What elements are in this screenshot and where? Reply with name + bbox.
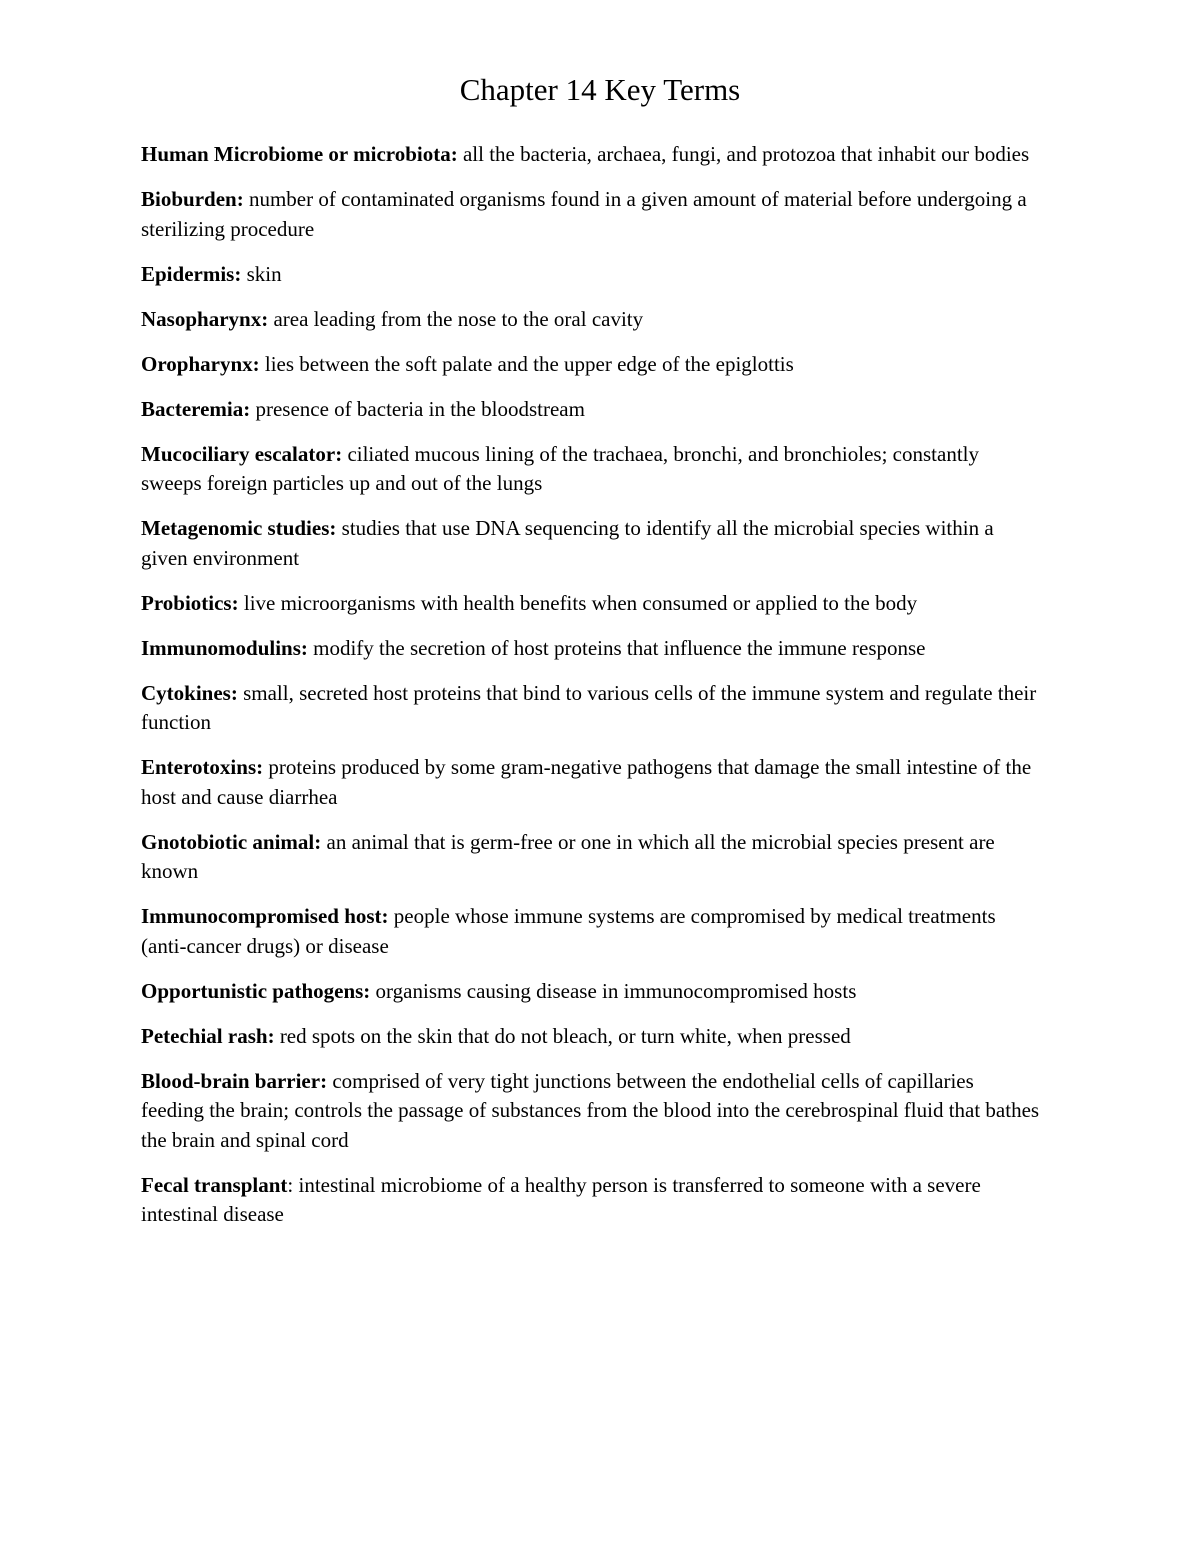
term-definition: ciliated mucous lining of the trachaea, bronchi, and bronchioles; constantly sweeps foreign particles up and out of the lungs [141,441,979,495]
term-definition: all the bacteria, archaea, fungi, and protozoa that inhabit our bodies [462,142,1030,166]
term-name: Bioburden [141,187,237,211]
term-entry [141,1171,1041,1230]
term-separator: : [243,396,251,421]
term-separator: : [381,904,389,928]
term-definition: number of contaminated organisms found in a given amount of material before undergoing a sterilizing procedure [141,187,1027,241]
key-terms-list [141,140,1041,1245]
term-name: Epidermis [141,261,235,286]
term-name: Immunocompromised host [141,904,382,928]
term-name: Human Microbiome or microbiota [141,142,451,166]
term-name: Oropharynx [141,351,253,376]
term-entry [141,589,1041,619]
term-separator: : [450,142,458,166]
term-separator: : [261,306,269,331]
term-entry [141,634,1041,664]
term-definition: proteins produced by some gram-negative pathogens that damage the small intestine of the host and cause diarrhea [141,755,1032,809]
term-name: Petechial rash [141,1023,268,1048]
term-entry [141,1067,1041,1156]
term-name: Immunomodulins [141,635,301,660]
term-name: Bacteremia [141,396,244,421]
term-entry [141,260,1041,290]
term-definition: skin [246,261,282,286]
term-separator: : [231,590,239,615]
term-name: Enterotoxins [141,755,257,779]
term-entry [141,753,1041,812]
term-separator: : [234,261,242,286]
term-entry [141,185,1041,244]
term-definition: people whose immune systems are compromised by medical treatments (anti-cancer drugs) or disease [141,904,996,958]
term-definition: presence of bacteria in the bloodstream [255,396,585,421]
term-entry [141,679,1041,738]
term-name: Cytokines [141,680,231,705]
term-separator: : [300,635,308,660]
term-name: Fecal transplant [141,1172,288,1197]
term-definition: comprised of very tight junctions between the endothelial cells of capillaries feeding the brain; controls the passage of substances from the blood into the cerebrospinal fluid that bathes the brain and spinal cord [141,1068,1040,1152]
term-definition: lies between the soft palate and the upper edge of the epiglottis [264,351,794,376]
term-definition: live microorganisms with health benefits when consumed or applied to the body [243,590,918,615]
term-definition: intestinal microbiome of a healthy person is transferred to someone with a severe intestinal disease [141,1172,981,1226]
term-definition: small, secreted host proteins that bind to various cells of the immune system and regulate their function [141,680,1037,734]
term-separator: : [267,1023,275,1048]
term-name: Metagenomic studies [141,516,330,540]
term-name: Probiotics [141,590,232,615]
term-name: Mucociliary escalator [141,441,336,466]
term-separator: : [335,441,343,466]
term-name: Nasopharynx [141,306,262,331]
term-entry [141,350,1041,380]
term-name: Opportunistic pathogens [141,978,364,1003]
term-separator: : [320,1068,328,1093]
term-entry [141,514,1041,573]
term-entry [141,440,1041,499]
term-separator: : [230,680,238,705]
term-definition: an animal that is germ-free or one in which all the microbial species present are known [141,829,995,883]
page-title: Chapter 14 Key Terms [459,72,741,107]
term-name: Blood-brain barrier [141,1068,321,1093]
term-separator: : [329,516,337,540]
term-entry [141,977,1041,1007]
term-separator: : [314,829,322,854]
term-entry [141,1022,1041,1052]
term-entry [141,305,1041,335]
term-definition: organisms causing disease in immunocompromised hosts [375,978,857,1003]
term-definition: modify the secretion of host proteins that influence the immune response [313,635,926,660]
term-definition: studies that use DNA sequencing to identify all the microbial species within a given environment [141,516,994,570]
term-separator: : [287,1172,294,1197]
term-entry [141,828,1041,887]
term-separator: : [363,978,371,1003]
term-entry [141,395,1041,425]
term-definition: red spots on the skin that do not bleach, or turn white, when pressed [279,1023,851,1048]
term-separator: : [256,755,264,779]
term-name: Gnotobiotic animal [141,829,315,854]
term-separator: : [252,351,260,376]
term-entry [141,902,1041,961]
term-entry [141,140,1041,170]
term-definition: area leading from the nose to the oral cavity [273,306,644,331]
term-separator: : [236,187,244,211]
